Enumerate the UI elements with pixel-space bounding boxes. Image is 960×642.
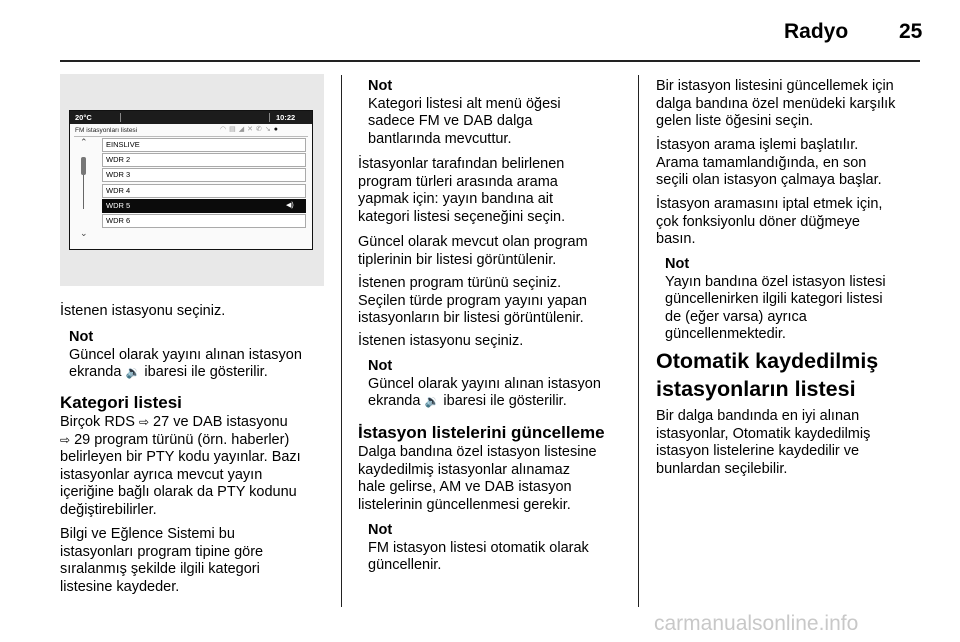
station-list-title: FM istasyonları listesi [75,127,138,134]
station-name: WDR 2 [106,155,131,165]
note: Not Güncel olarak yayını alınan istasyon ekranda 🔉 ibaresi ile gösterilir. [368,358,601,409]
note: Not Yayın bandına özel istasyon listesi güncellenirken ilgili kategori listesi de (eğer varsa) ayrıca güncellenmektedir. [665,256,886,342]
temperature-readout: 20°C [75,113,92,122]
paragraph: Bir dalga bandında en iyi alınan istasyonlar, Otomatik kaydedilmiş istasyon listelerine kaydedilir ve bunlardan seçilebilir. [656,408,871,477]
station-item[interactable] [102,138,306,152]
station-name: WDR 3 [106,170,131,180]
note-label: Not [368,78,393,94]
note [69,329,302,382]
page-number: 25 [899,20,923,43]
section-title: Radyo [784,20,849,43]
note-label: Not [69,329,94,345]
page-ref-arrow-icon[interactable]: ⇨ [60,432,71,447]
paragraph: İstenen istasyonu seçiniz. [60,303,226,319]
note-label: Not [665,256,690,272]
scrollbar-thumb[interactable] [81,157,86,175]
speaker-icon: ◀) [286,201,294,209]
paragraph: İstasyonlar tarafından belirlenen program türleri arasında arama yapmak için: yayın bandına ait kategori listesi seçeneğini seçin. [358,156,566,225]
status-bar-separator [269,113,270,122]
screen-status-bar [70,111,312,124]
station-name: WDR 6 [106,215,131,225]
paragraph: İstenen istasyonu seçiniz. [358,333,524,349]
section-heading: Otomatik kaydedilmiş istasyonların listesi [656,349,879,401]
note: Not FM istasyon listesi otomatik olarak güncellenir. [368,522,589,573]
clock-readout: 10:22 [276,113,296,122]
section-heading: Kategori listesi [60,393,182,412]
column-divider-1 [341,75,342,607]
paragraph: Güncel olarak mevcut olan program tiplerinin bir listesi görüntülenir. [358,234,588,268]
paragraph: Dalga bandına özel istasyon listesine kaydedilmiş istasyonlar alınamaz hale gelirse, AM ve DAB istasyon listelerinin güncellenmesi gerekir. [358,444,597,513]
note-label: Not [368,358,393,374]
signal-icon: ◢ [238,126,248,133]
speaker-icon: 🔉 [424,394,440,408]
header-divider [60,60,920,62]
display-screenshot [60,74,324,286]
station-name: WDR 4 [106,185,131,195]
station-item[interactable] [102,214,306,228]
column-divider-2 [638,75,639,607]
paragraph: Bilgi ve Eğlence Sistemi bu istasyonları program tipine göre sıralanmış şekilde ilgili kategori listesine kaydeder. [60,526,264,595]
nav-icon: ↘ [264,126,274,133]
paragraph: Bir istasyon listesini güncellemek için dalga bandına özel menüdeki karşılık gelen liste öğesini seçin. [656,78,896,129]
status-bar-separator [120,113,121,122]
mute-icon: ✕ [247,126,256,133]
tp-icon: ▤ [229,126,239,133]
station-name: EINSLIVE [106,140,140,149]
note: Not Kategori listesi alt menü öğesi sadece FM ve DAB dalga bantlarında mevcuttur. [368,78,561,147]
list-divider [74,136,308,137]
phone-icon: ✆ [256,126,265,133]
station-name: WDR 5 [106,200,131,210]
station-item[interactable] [102,184,306,198]
bluetooth-icon: ● [273,126,281,133]
watermark: carmanualsonline.info [654,612,859,635]
paragraph: İstasyon aramasını iptal etmek için, çok fonksiyonlu döner düğmeye basın. [656,196,883,247]
speaker-icon: 🔉 [125,365,141,379]
note-line: ekranda 🔉 ibaresi ile gösterilir. [69,364,268,380]
wifi-icon: ◠ [220,126,230,133]
scroll-up-icon[interactable]: ⌃ [80,137,88,147]
paragraph: Birçok RDS ⇨ 27 ve DAB istasyonu ⇨ 29 program türünü (örn. haberler) belirleyen bir PTY kodu yayınlar. Bazı istasyonlar ayrıca mevcut yayın içeriğine bağlı olarak da PTY kodunu değiştirebilirler. [60,414,301,518]
station-item-selected[interactable] [102,199,306,213]
scroll-down-icon[interactable]: ⌄ [80,228,88,238]
note-line: Güncel olarak yayını alınan istasyon [69,346,302,363]
note-label: Not [368,522,393,538]
page-ref-arrow-icon[interactable]: ⇨ [138,415,150,429]
station-item[interactable] [102,168,306,182]
paragraph: İstasyon arama işlemi başlatılır. Arama tamamlandığında, en son seçili olan istasyon çalmaya başlar. [656,137,882,188]
station-item[interactable] [102,153,306,167]
station-list [102,138,306,229]
section-heading: İstasyon listelerini güncelleme [358,423,605,442]
paragraph: İstenen program türünü seçiniz. Seçilen türde program yayını yapan istasyonların bir listesi görüntülenir. [358,275,587,326]
status-icons [220,125,281,133]
infotainment-screen [69,110,313,250]
